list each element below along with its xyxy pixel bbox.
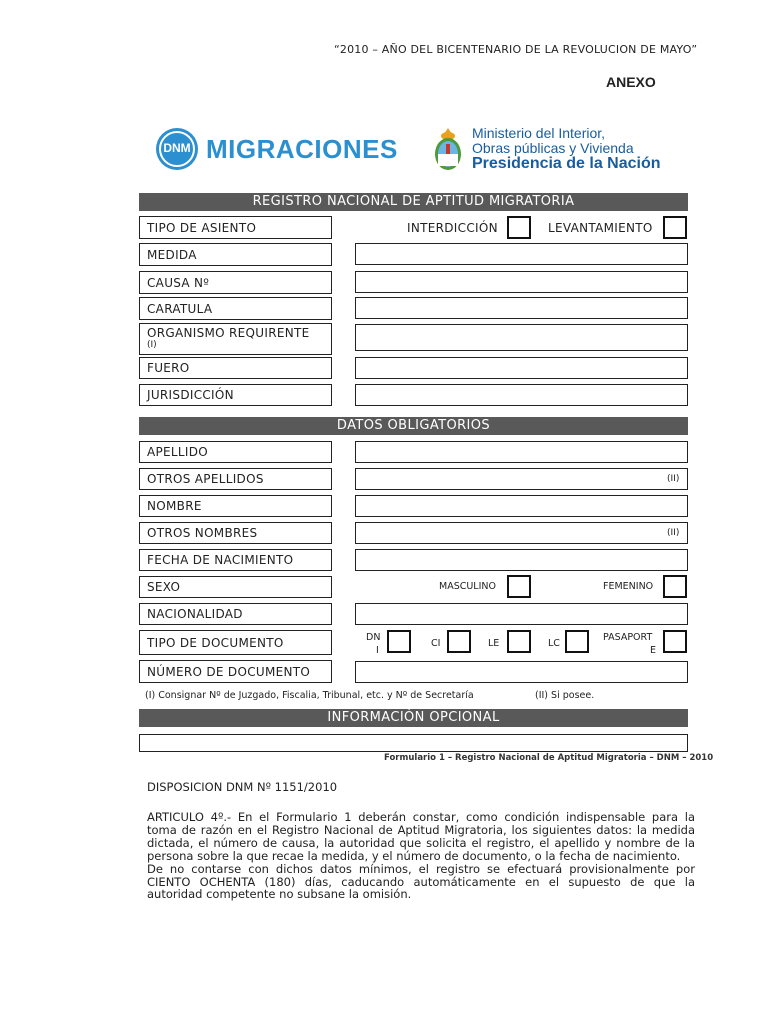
article-text bbox=[147, 811, 695, 901]
label-otros-nombres: OTROS NOMBRES bbox=[139, 522, 332, 544]
checkbox-dni[interactable] bbox=[387, 630, 411, 653]
motto-header: “2010 – AÑO DEL BICENTENARIO DE LA REVOLUCION DE MAYO” bbox=[334, 43, 698, 56]
input-informacion-opcional[interactable] bbox=[139, 734, 688, 752]
label-doc-le: LE bbox=[488, 638, 500, 649]
input-causa[interactable] bbox=[355, 271, 688, 293]
label-organismo: ORGANISMO REQUIRENTE bbox=[139, 323, 332, 355]
dnm-logo bbox=[154, 125, 398, 173]
label-otros-apellidos: OTROS APELLIDOS bbox=[139, 468, 332, 490]
form-caption: Formulario 1 – Registro Nacional de Aptitud Migratoria – DNM – 2010 bbox=[384, 753, 714, 763]
label-fecha-nacimiento: FECHA DE NACIMIENTO bbox=[139, 549, 332, 571]
input-nacionalidad[interactable] bbox=[355, 603, 688, 625]
article-line: persona sobre la que recae la medida, y el número de documento, o la fecha de nacimiento. bbox=[147, 848, 681, 863]
input-medida[interactable] bbox=[355, 243, 688, 265]
checkbox-femenino[interactable] bbox=[663, 575, 687, 598]
article-line: dictada, el número de causa, la autoridad que solicita el registro, el apellido y nombre de la bbox=[147, 835, 695, 850]
input-jurisdiccion[interactable] bbox=[355, 384, 688, 406]
label-interdiccion: INTERDICCIÓN bbox=[407, 221, 498, 235]
coat-of-arms-icon bbox=[430, 126, 466, 174]
input-caratula[interactable] bbox=[355, 297, 688, 319]
section-opcional-title: INFORMACIÓN OPCIONAL bbox=[139, 709, 688, 727]
label-numero-documento: NÚMERO DE DOCUMENTO bbox=[139, 660, 332, 683]
article-line: CIENTO OCHENTA (180) días, caducando automáticamente en el supuesto de que la bbox=[147, 874, 695, 889]
label-nacionalidad: NACIONALIDAD bbox=[139, 603, 332, 625]
label-doc-dni-2: I bbox=[376, 645, 379, 656]
article-line: ARTICULO 4º.- En el Formulario 1 deberán constar, como condición indispensable para la bbox=[147, 810, 695, 824]
label-doc-dni-1: DN bbox=[366, 632, 381, 643]
input-apellido[interactable] bbox=[355, 441, 688, 463]
label-medida: MEDIDA bbox=[139, 243, 332, 266]
note-organismo: (I) bbox=[147, 340, 157, 350]
checkbox-interdiccion[interactable] bbox=[507, 216, 531, 239]
input-numero-documento[interactable] bbox=[355, 661, 688, 683]
ministry-line-2: Obras públicas y Vivienda bbox=[472, 140, 634, 156]
input-otros-apellidos[interactable] bbox=[355, 468, 688, 490]
ministry-logo bbox=[430, 124, 692, 176]
input-nombre[interactable] bbox=[355, 495, 688, 517]
note-otros-apellidos: (II) bbox=[667, 474, 680, 484]
label-sexo: SEXO bbox=[139, 576, 332, 598]
label-doc-pasaporte-1: PASAPORT bbox=[603, 632, 653, 643]
checkbox-masculino[interactable] bbox=[507, 575, 531, 598]
ministry-line-3: Presidencia de la Nación bbox=[472, 155, 661, 172]
note-otros-nombres: (II) bbox=[667, 528, 680, 538]
annex-label: ANEXO bbox=[606, 74, 656, 90]
article-line: De no contarse con dichos datos mínimos, el registro se efectuará provisionalmente por bbox=[147, 861, 695, 876]
section-datos-title: DATOS OBLIGATORIOS bbox=[139, 417, 688, 435]
article-line: autoridad competente no subsane la omisión. bbox=[147, 887, 412, 902]
label-levantamiento: LEVANTAMIENTO bbox=[548, 221, 653, 235]
checkbox-ci[interactable] bbox=[447, 630, 471, 653]
input-otros-nombres[interactable] bbox=[355, 522, 688, 544]
label-fuero: FUERO bbox=[139, 357, 332, 379]
article-line: toma de razón en el Registro Nacional de Aptitud Migratoria, los siguientes datos: la medida bbox=[147, 822, 695, 837]
ministry-line-1: Ministerio del Interior, bbox=[472, 125, 606, 141]
checkbox-pasaporte[interactable] bbox=[663, 630, 687, 653]
input-fecha-nacimiento[interactable] bbox=[355, 549, 688, 571]
label-doc-lc: LC bbox=[548, 638, 560, 649]
label-femenino: FEMENINO bbox=[603, 581, 654, 592]
label-tipo-documento: TIPO DE DOCUMENTO bbox=[139, 630, 332, 655]
input-organismo[interactable] bbox=[355, 324, 688, 351]
disposicion-title: DISPOSICION DNM Nº 1151/2010 bbox=[147, 780, 338, 794]
label-causa: CAUSA Nº bbox=[139, 271, 332, 294]
input-fuero[interactable] bbox=[355, 357, 688, 379]
dnm-wordmark: MIGRACIONES bbox=[206, 134, 398, 164]
checkbox-levantamiento[interactable] bbox=[663, 216, 687, 239]
checkbox-le[interactable] bbox=[507, 630, 531, 653]
label-nombre: NOMBRE bbox=[139, 495, 332, 517]
label-tipo-asiento: TIPO DE ASIENTO bbox=[139, 216, 332, 239]
label-jurisdiccion: JURISDICCIÓN bbox=[139, 384, 332, 406]
footnote-i: (I) Consignar Nº de Juzgado, Fiscalia, Tribunal, etc. y Nº de Secretaría bbox=[145, 690, 474, 701]
section-registro-title: REGISTRO NACIONAL DE APTITUD MIGRATORIA bbox=[139, 193, 688, 211]
label-masculino: MASCULINO bbox=[439, 581, 496, 592]
label-apellido: APELLIDO bbox=[139, 441, 332, 463]
label-caratula: CARATULA bbox=[139, 297, 332, 320]
checkbox-lc[interactable] bbox=[565, 630, 589, 653]
label-doc-ci: CI bbox=[431, 638, 441, 649]
dnm-badge-text: DNM bbox=[163, 141, 191, 155]
footnote-ii: (II) Si posee. bbox=[535, 690, 595, 701]
label-doc-pasaporte-2: E bbox=[650, 645, 657, 656]
